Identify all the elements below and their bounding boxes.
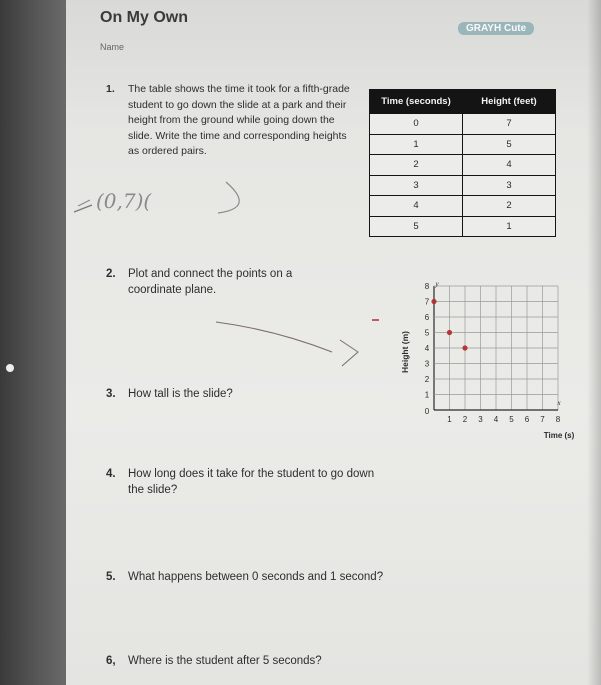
y-tick-label: 7 [424,297,430,307]
table-cell: 3 [463,175,556,196]
x-tick-label: 6 [524,415,530,424]
table-cell: 1 [463,216,556,237]
table-row [370,175,556,196]
grid-lines [434,286,558,410]
x-tick-label: 1 [447,415,452,424]
ink-stroke [78,200,90,206]
table-row [370,134,556,155]
table-row [370,155,556,176]
question-number: 1. [106,83,115,95]
x-axis-label: Time (s) [543,431,575,440]
table-cell: 5 [370,216,463,237]
table-cell: 3 [370,175,463,196]
x-tick-label: 8 [555,415,561,424]
question-number: 2. [106,268,116,280]
left-dot [6,364,14,372]
table-header: Height (feet) [463,90,556,114]
left-background [0,0,70,685]
y-tick-label: 6 [424,313,430,322]
y-tick-label: 5 [424,328,430,338]
y-tick-label: 1 [424,390,430,400]
ink-stroke [340,340,358,366]
y-tick-label: 3 [424,359,430,369]
table-cell: 7 [463,114,556,135]
axis-ticks [425,282,561,424]
table-cell: 2 [463,196,556,217]
table-header: Time (seconds) [370,90,463,114]
worksheet-page [66,0,601,685]
table-cell: 0 [370,114,463,135]
table-cell: 2 [370,155,463,176]
table-cell: 1 [370,134,463,155]
origin-label: 0 [424,407,430,416]
x-tick-label: 5 [509,415,514,424]
question-text: Plot and connect the points on a coordinate plane. [128,268,293,296]
y-axis-letter: y [435,280,439,288]
table-row [370,196,556,217]
table-row [370,114,556,135]
question-number: 6, [106,655,116,667]
question-text: What happens between 0 seconds and 1 second? [128,571,384,583]
x-axis-letter: x [557,399,561,407]
brand-mark: GRAYH Cute [458,22,534,35]
y-tick-label: 2 [424,375,430,384]
x-tick-label: 2 [462,415,468,424]
x-tick-label: 4 [493,415,499,424]
name-label: Name [100,42,125,52]
data-point [447,330,452,335]
table-cell: 4 [370,196,463,217]
y-tick-label: 4 [424,344,430,353]
question-number: 4. [106,468,116,480]
table-cell: 4 [463,155,556,176]
question-text: How long does it take for the student to go down the slide? [128,468,375,496]
data-table [369,89,556,237]
question-number: 3. [106,388,116,400]
table-row [370,216,556,237]
x-tick-label: 7 [540,415,545,424]
page-title: On My Own [100,9,188,26]
table-header-row [370,90,556,114]
y-axis-label: Height (m) [400,330,410,374]
ink-stroke [218,182,239,213]
question-number: 5. [106,571,116,583]
table-cell: 5 [463,134,556,155]
handwritten-answer: (0,7)( [96,189,152,213]
question-text: How tall is the slide? [128,388,233,400]
question-text: The table shows the time it took for a fifth-grade student to go down the slide at a park and their height from the ground while going down the slide. Write the time and corresponding heights as ordered pairs. [128,83,350,157]
data-point [462,345,467,350]
question-text: Where is the student after 5 seconds? [128,655,322,667]
coordinate-plane [396,270,601,445]
ink-stroke [216,322,332,352]
data-point [431,299,436,304]
y-tick-label: 8 [424,282,430,291]
x-tick-label: 3 [478,415,483,424]
ink-stroke [74,205,92,212]
